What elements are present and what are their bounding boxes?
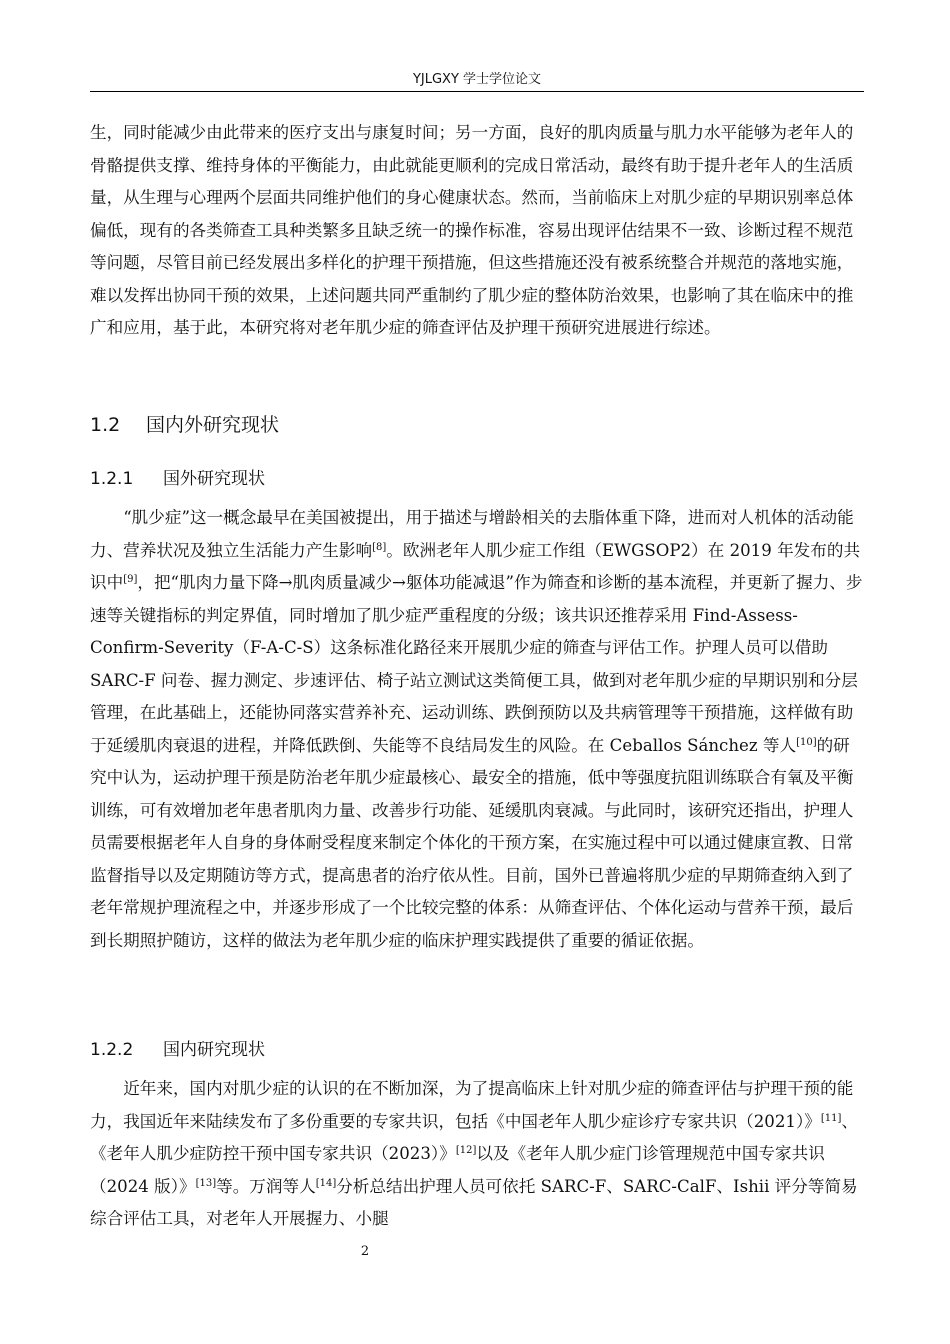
section-number: 1.2.1 <box>90 469 134 489</box>
section-number: 1.2 <box>90 414 121 436</box>
text-run: 。欧洲老年人肌少症工作组（EWGSOP2）在 2019 年发布的共识中 <box>90 540 861 592</box>
citation-ref: [13] <box>195 1177 217 1189</box>
running-header: YJLGXY 学士学位论文 <box>412 72 542 87</box>
citation-ref: [14] <box>315 1177 337 1189</box>
paragraph-text <box>90 502 864 957</box>
section-number: 1.2.2 <box>90 1040 134 1060</box>
page-number: 2 <box>360 1244 370 1259</box>
text-run: 、《老年人肌少症防控干预中国专家共识（2023）》 <box>90 1111 858 1163</box>
text-run: 分析总结出护理人员可依托 SARC-F、SARC-CalF、Ishii 评分等简易综合评估工具，对老年人开展握力、小腿 <box>90 1176 858 1228</box>
paragraph-intro-continued <box>90 117 864 345</box>
citation-ref: [11] <box>820 1112 842 1124</box>
citation-ref: [9] <box>123 574 138 585</box>
paragraph-text <box>90 1073 864 1236</box>
section-heading-1-2 <box>90 410 279 437</box>
text-run: 近年来，国内对肌少症的认识的在不断加深，为了提高临床上针对肌少症的筛查评估与护理干预的能力，我国近年来陆续发布了多份重要的专家共识，包括《中国老年人肌少症诊疗专家共识（2021）》 <box>90 1079 854 1131</box>
text-run: “肌少症”这一概念最早在美国被提出，用于描述与增龄相关的去脂体重下降，进而对人机体的活动能力、营养状况及独立生活能力产生影响 <box>90 508 854 560</box>
paragraph-text: 生，同时能减少由此带来的医疗支出与康复时间；另一方面，良好的肌肉质量与肌力水平能够为老年人的骨骼提供支撑、维持身体的平衡能力，由此就能更顺利的完成日常活动，最终有助于提升老年人的生活质量，从生理与心理两个层面共同维护他们的身心健康状态。然而，当前临床上对肌少症的早期识别率总体偏低，现有的各类筛查工具种类繁多且缺乏统一的操作标准，容易出现评估结果不一致、诊断过程不规范等问题，尽管目前已经发展出多样化的护理干预措施，但这些措施还没有被系统整合并规范的落地实施，难以发挥出协同干预的效果，上述问题共同严重制约了肌少症的整体防治效果，也影响了其在临床中的推广和应用，基于此，本研究将对老年肌少症的筛查评估及护理干预研究进展进行综述。 <box>90 123 854 337</box>
text-run: ，把“肌肉力量下降→肌肉质量减少→躯体功能减退”作为筛查和诊断的基本流程，并更新了握力、步速等关键指标的判定界值，同时增加了肌少症严重程度的分级；该共识还推荐采用 Find-Assess-Confirm-Severity（F-A-C-S）这条标准化路径来开展肌少症的筛查与评估工作。护理人员可以借助 SARC-F 问卷、握力测定、步速评估、椅子站立测试这类简便工具，做到对老年肌少症的早期识别和分层管理，在此基础上，还能协同落实营养补充、运动训练、跌倒预防以及共病管理等干预措施，这样做有助于延缓肌肉衰退的进程，并降低跌倒、失能等不良结局发生的风险。在 Ceballos Sánchez 等人 <box>90 573 863 755</box>
section-heading-1-2-2 <box>90 1035 265 1060</box>
citation-ref: [12] <box>455 1145 477 1156</box>
section-title: 国内外研究现状 <box>146 414 280 436</box>
section-title: 国内研究现状 <box>163 1040 265 1060</box>
citation-ref: [8] <box>372 541 387 553</box>
citation-ref: [10] <box>796 736 817 748</box>
text-run: 等。万润等人 <box>216 1176 316 1196</box>
header-rule <box>90 91 864 92</box>
paragraph-foreign-research <box>90 502 864 957</box>
section-title: 国外研究现状 <box>163 469 265 489</box>
paragraph-domestic-research <box>90 1073 864 1236</box>
text-run: 的研究中认为，运动护理干预是防治老年肌少症最核心、最安全的措施，低中等强度抗阻训练联合有氧及平衡训练，可有效增加老年患者肌肉力量、改善步行功能、延缓肌肉衰减。与此同时，该研究还指出，护理人员需要根据老年人自身的身体耐受程度来制定个体化的干预方案，在实施过程中可以通过健康宣教、日常监督指导以及定期随访等方式，提高患者的治疗依从性。目前，国外已普遍将肌少症的早期筛查纳入到了老年常规护理流程之中，并逐步形成了一个比较完整的体系：从筛查评估、个体化运动与营养干预，最后到长期照护随访，这样的做法为老年肌少症的临床护理实践提供了重要的循证依据。 <box>90 735 854 950</box>
section-heading-1-2-1 <box>90 464 265 489</box>
text-run: 以及《老年人肌少症门诊管理规范中国专家共识（2024 版）》 <box>90 1144 825 1196</box>
